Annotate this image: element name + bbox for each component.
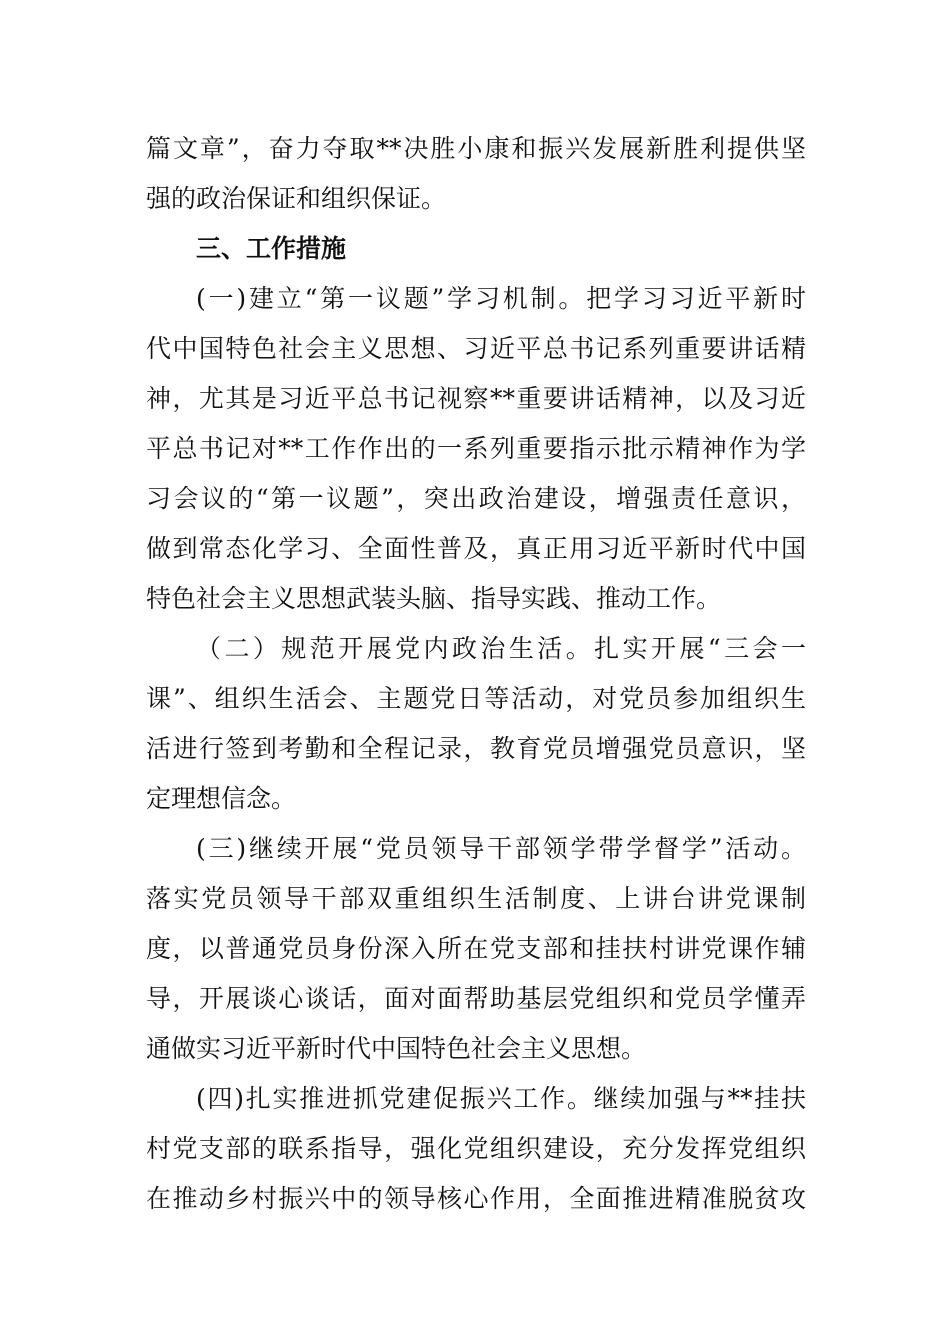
text-line: 习会议的“第一议题”，突出政治建设，增强责任意识， — [146, 484, 806, 513]
text-line: （二）规范开展党内政治生活。扎实开展“三会一 — [196, 634, 806, 663]
text-line: 特色社会主义思想武装头脑、指导实践、推动工作。 — [146, 584, 722, 613]
text-line: 做到常态化学习、全面性普及，真正用习近平新时代中国 — [146, 534, 806, 563]
text-line: 活进行签到考勤和全程记录，教育党员增强党员意识，坚 — [146, 734, 806, 763]
text-line: 代中国特色社会主义思想、习近平总书记系列重要讲话精 — [146, 334, 806, 363]
text-line: 通做实习近平新时代中国特色社会主义思想。 — [146, 1034, 647, 1063]
section-heading — [146, 224, 806, 274]
paragraph-measure-3 — [146, 824, 806, 1074]
text-line: 定理想信念。 — [146, 784, 297, 813]
heading-text: 三、工作措施 — [196, 234, 347, 263]
text-line: 在推动乡村振兴中的领导核心作用，全面推进精准脱贫攻 — [146, 1184, 806, 1213]
document-body — [146, 124, 806, 1224]
text-line: 落实党员领导干部双重组织生活制度、上讲台讲党课制 — [146, 884, 806, 913]
text-line: 课”、组织生活会、主题党日等活动，对党员参加组织生 — [146, 684, 806, 713]
text-line: 度，以普通党员身份深入所在党支部和挂扶村讲党课作辅 — [146, 934, 806, 963]
text-line: 平总书记对**工作作出的一系列重要指示批示精神作为学 — [146, 434, 806, 463]
text-line: (一)建立“第一议题”学习机制。把学习习近平新时 — [196, 284, 806, 313]
text-line: (四)扎实推进抓党建促振兴工作。继续加强与**挂扶 — [196, 1084, 806, 1113]
text-line: 导，开展谈心谈话，面对面帮助基层党组织和党员学懂弄 — [146, 984, 806, 1013]
text-line: 神，尤其是习近平总书记视察**重要讲话精神，以及习近 — [146, 384, 806, 413]
paragraph-continuation — [146, 124, 806, 224]
paragraph-measure-1 — [146, 274, 806, 624]
text-line: (三)继续开展“党员领导干部领学带学督学”活动。 — [196, 834, 806, 863]
paragraph-measure-2 — [146, 624, 806, 824]
text-line: 篇文章”，奋力夺取**决胜小康和振兴发展新胜利提供坚 — [146, 134, 806, 163]
paragraph-measure-4 — [146, 1074, 806, 1224]
text-line: 强的政治保证和组织保证。 — [146, 184, 447, 213]
text-line: 村党支部的联系指导，强化党组织建设，充分发挥党组织 — [146, 1134, 806, 1163]
